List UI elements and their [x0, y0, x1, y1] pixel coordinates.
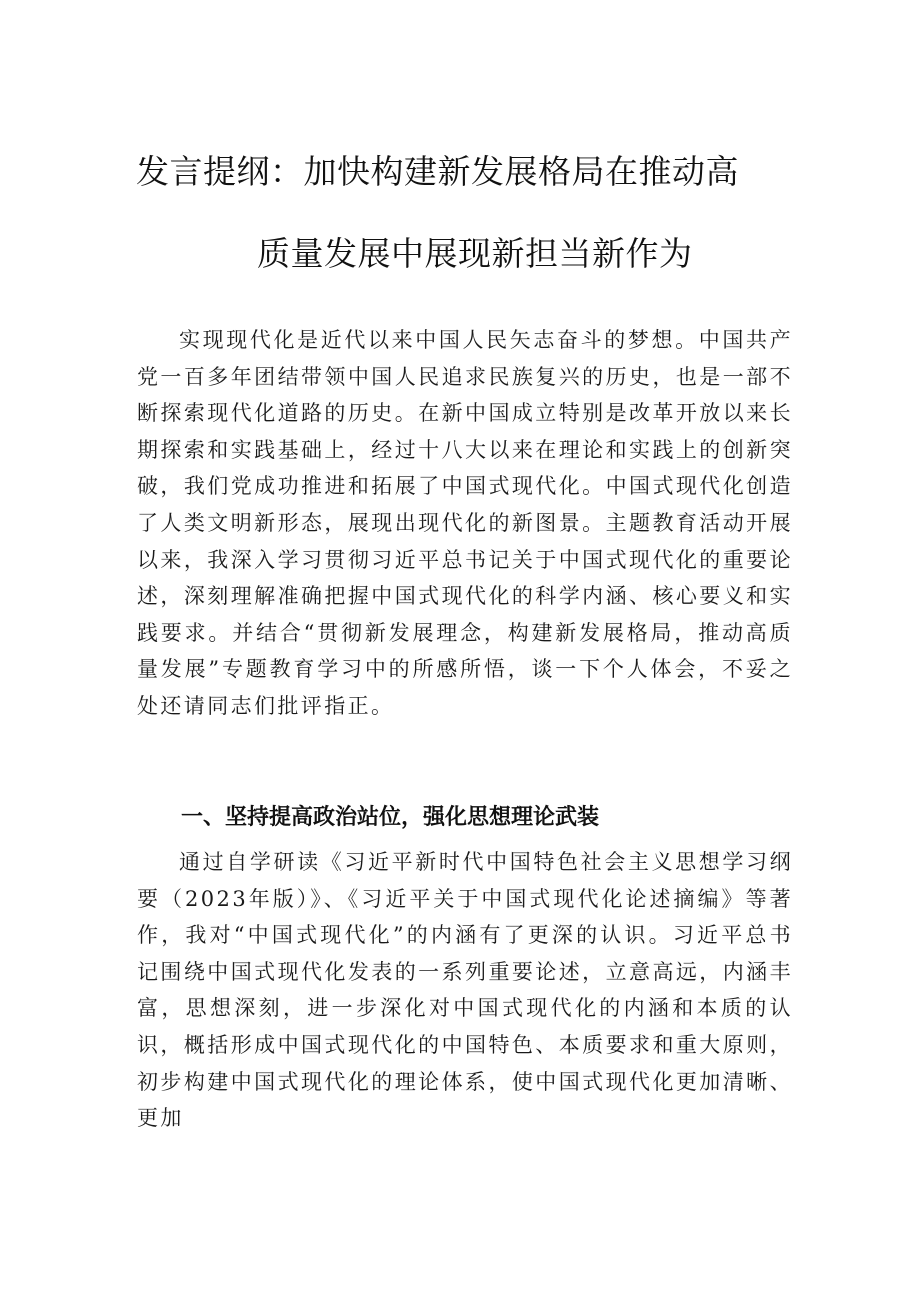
section-heading-1: 一、坚持提高政治站位，强化思想理论武装: [181, 805, 600, 830]
intro-paragraph: 实现现代化是近代以来中国人民矢志奋斗的梦想。中国共产党一百多年团结带领中国人民追求民族复兴的历史，也是一部不断探索现代化道路的历史。在新中国成立特别是改革开放以来长期探索和实践基础上，经过十八大以来在理论和实践上的创新突破，我们党成功推进和拓展了中国式现代化。中国式现代化创造了人类文明新形态，展现出现代化的新图景。主题教育活动开展以来，我深入学习贯彻习近平总书记关于中国式现代化的重要论述，深刻理解准确把握中国式现代化的科学内涵、核心要义和实践要求。并结合“贯彻新发展理念，构建新发展格局，推动高质量发展”专题教育学习中的所感所悟，谈一下个人体会，不妥之处还请同志们批评指正。: [137, 328, 793, 718]
document-title-line-2: 质量发展中展现新担当新作为: [257, 234, 693, 273]
document-title-line-1: 发言提纲：加快构建新发展格局在推动高: [136, 152, 739, 191]
section-1-paragraph: 通过自学研读《习近平新时代中国特色社会主义思想学习纲要（2023年版）》、《习近平关于中国式现代化论述摘编》等著作，我对“中国式现代化”的内涵有了更深的认识。习近平总书记围绕中国式现代化发表的一系列重要论述，立意高远，内涵丰富，思想深刻，进一步深化对中国式现代化的内涵和本质的认识，概括形成中国式现代化的中国特色、本质要求和重大原则，初步构建中国式现代化的理论体系，使中国式现代化更加清晰、更加: [137, 850, 793, 1131]
